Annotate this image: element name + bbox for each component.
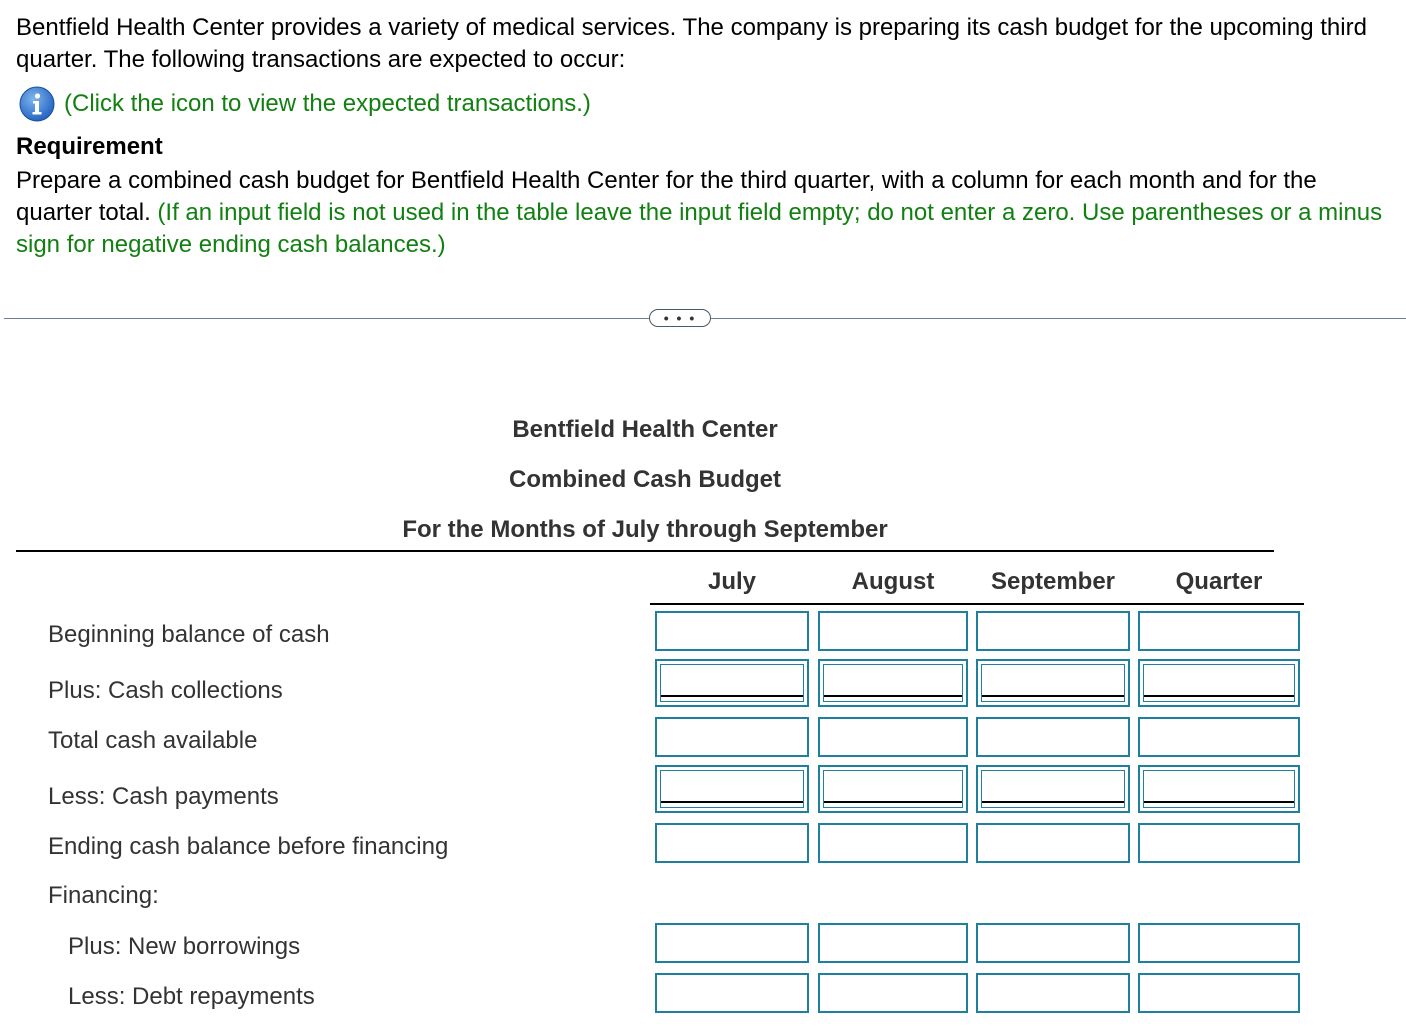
budget-period: For the Months of July through September [402,516,888,543]
row-label-new-borrowings: Plus: New borrowings [68,933,301,960]
requirement-heading: Requirement [16,133,163,160]
cell-underline [661,695,803,697]
input-field-ending-cash-before-financing-quarter[interactable] [1140,825,1298,861]
row-label-debt-repayments: Less: Debt repayments [68,983,315,1010]
input-field-cash-collections-august[interactable] [820,661,966,705]
row-label-beginning-balance: Beginning balance of cash [48,621,330,648]
row-label-total-cash-available: Total cash available [48,727,258,754]
expand-button[interactable]: • • • [649,309,711,327]
view-transactions-text[interactable]: (Click the icon to view the expected transactions.) [64,90,591,117]
requirement-body [16,165,1396,261]
input-cash-payments-september[interactable] [976,765,1130,813]
input-field-total-cash-available-quarter[interactable] [1140,719,1298,755]
input-debt-repayments-september[interactable] [976,973,1130,1013]
column-header-september: September [990,568,1116,595]
info-icon[interactable] [18,85,56,123]
input-field-cash-collections-quarter[interactable] [1140,661,1298,705]
input-field-cash-payments-september[interactable] [978,767,1128,811]
input-cash-collections-september[interactable] [976,659,1130,707]
input-field-total-cash-available-august[interactable] [820,719,966,755]
input-field-new-borrowings-july[interactable] [657,925,807,961]
input-field-new-borrowings-august[interactable] [820,925,966,961]
input-total-cash-available-july[interactable] [655,717,809,757]
input-field-cash-payments-august[interactable] [820,767,966,811]
input-field-total-cash-available-september[interactable] [978,719,1128,755]
input-ending-cash-before-financing-august[interactable] [818,823,968,863]
cell-underline [824,695,962,697]
input-debt-repayments-july[interactable] [655,973,809,1013]
input-new-borrowings-july[interactable] [655,923,809,963]
cell-underline [1144,695,1294,697]
input-cash-collections-quarter[interactable] [1138,659,1300,707]
input-total-cash-available-quarter[interactable] [1138,717,1300,757]
cell-underline [824,801,962,803]
budget-company-name: Bentfield Health Center [512,416,778,443]
view-transactions-link[interactable] [18,86,591,122]
row-label-financing: Financing: [48,882,159,909]
row-label-cash-collections: Plus: Cash collections [48,677,283,704]
input-ending-cash-before-financing-july[interactable] [655,823,809,863]
input-cash-payments-quarter[interactable] [1138,765,1300,813]
input-total-cash-available-august[interactable] [818,717,968,757]
row-label-cash-payments: Less: Cash payments [48,783,279,810]
input-beginning-balance-quarter[interactable] [1138,611,1300,651]
column-header-july: July [707,568,757,595]
input-debt-repayments-quarter[interactable] [1138,973,1300,1013]
row-label-ending-cash-before-financing: Ending cash balance before financing [48,833,449,860]
input-field-cash-collections-september[interactable] [978,661,1128,705]
input-field-beginning-balance-quarter[interactable] [1140,613,1298,649]
problem-intro: Bentfield Health Center provides a variety of medical services. The company is preparing its cash budget for the upcoming third quarter. The following transactions are expected to occur: [16,14,1367,73]
input-field-debt-repayments-august[interactable] [820,975,966,1011]
input-field-total-cash-available-july[interactable] [657,719,807,755]
input-field-cash-payments-quarter[interactable] [1140,767,1298,811]
requirement-instruction: (If an input field is not used in the table leave the input field empty; do not enter a zero. Use parentheses or a minus sign for negative ending cash balances.) [16,199,1383,258]
input-field-debt-repayments-september[interactable] [978,975,1128,1011]
cell-underline [982,695,1124,697]
input-beginning-balance-july[interactable] [655,611,809,651]
input-new-borrowings-august[interactable] [818,923,968,963]
input-field-ending-cash-before-financing-september[interactable] [978,825,1128,861]
column-header-quarter: Quarter [1175,568,1263,595]
input-field-new-borrowings-quarter[interactable] [1140,925,1298,961]
input-field-beginning-balance-august[interactable] [820,613,966,649]
input-field-new-borrowings-september[interactable] [978,925,1128,961]
input-field-beginning-balance-september[interactable] [978,613,1128,649]
input-cash-payments-august[interactable] [818,765,968,813]
input-field-ending-cash-before-financing-august[interactable] [820,825,966,861]
input-field-debt-repayments-july[interactable] [657,975,807,1011]
input-field-beginning-balance-july[interactable] [657,613,807,649]
input-new-borrowings-september[interactable] [976,923,1130,963]
input-beginning-balance-august[interactable] [818,611,968,651]
column-header-rule [650,603,1304,605]
column-header-august: August [851,568,935,595]
budget-title: Combined Cash Budget [508,466,781,493]
input-cash-collections-august[interactable] [818,659,968,707]
input-cash-collections-july[interactable] [655,659,809,707]
input-new-borrowings-quarter[interactable] [1138,923,1300,963]
input-ending-cash-before-financing-september[interactable] [976,823,1130,863]
cell-underline [982,801,1124,803]
input-cash-payments-july[interactable] [655,765,809,813]
title-rule [16,550,1274,552]
input-field-cash-payments-july[interactable] [657,767,807,811]
input-beginning-balance-september[interactable] [976,611,1130,651]
cell-underline [1144,801,1294,803]
input-field-cash-collections-july[interactable] [657,661,807,705]
input-debt-repayments-august[interactable] [818,973,968,1013]
input-field-debt-repayments-quarter[interactable] [1140,975,1298,1011]
cell-underline [661,801,803,803]
input-ending-cash-before-financing-quarter[interactable] [1138,823,1300,863]
input-field-ending-cash-before-financing-july[interactable] [657,825,807,861]
requirement-text: Prepare a combined cash budget for Bentfield Health Center for the third quarter, with a column for each month and for the quarter total. [16,167,1317,226]
input-total-cash-available-september[interactable] [976,717,1130,757]
